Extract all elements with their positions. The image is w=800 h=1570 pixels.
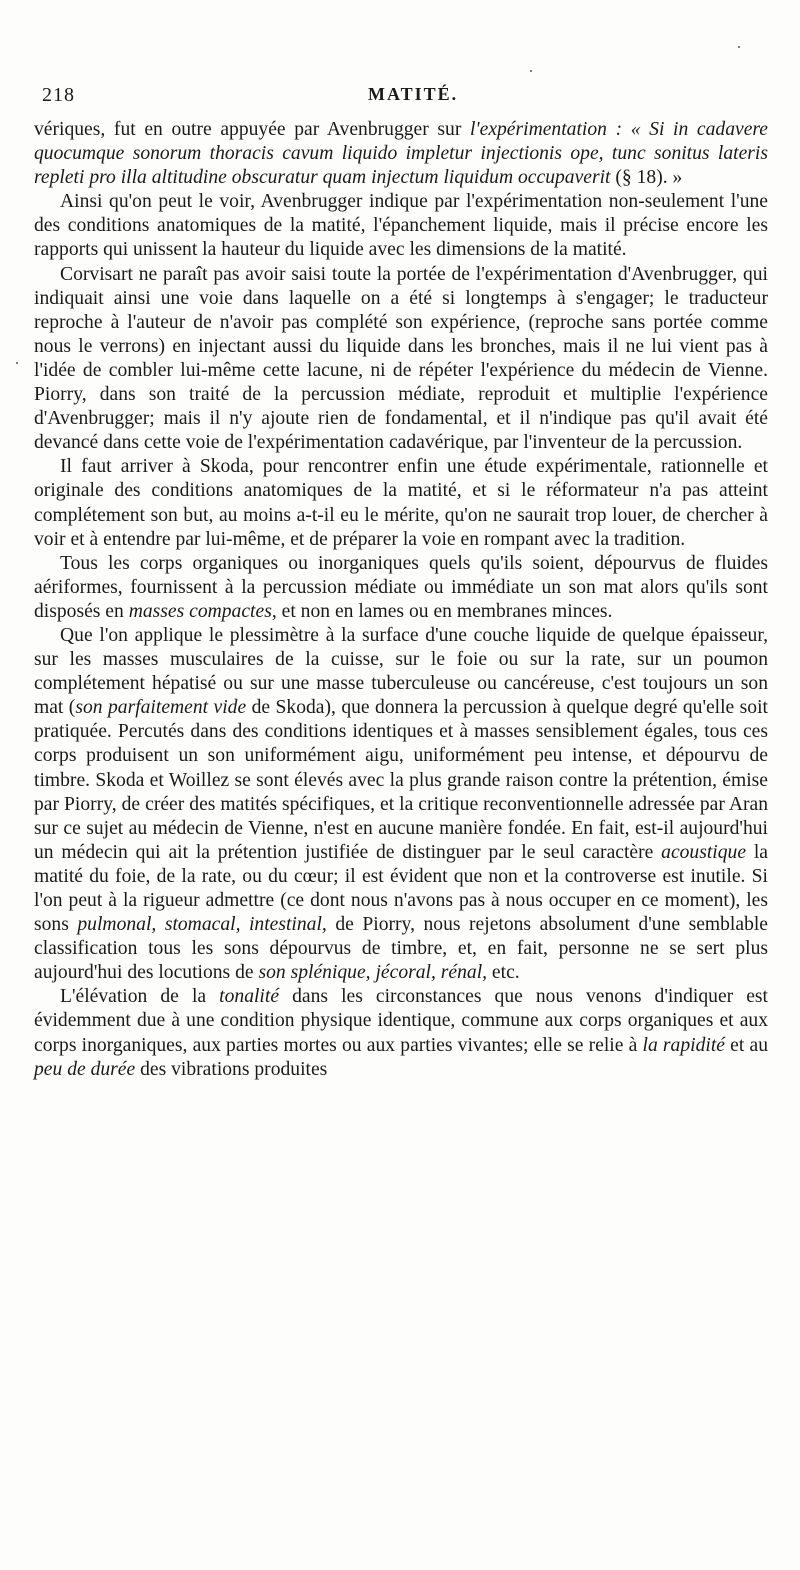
text-run: (§ 18). »: [610, 167, 683, 189]
italic-text: peu de durée: [34, 1058, 136, 1080]
body-text: [34, 118, 768, 1082]
text-run: etc.: [487, 962, 520, 984]
scan-speck: [530, 70, 532, 72]
paragraph: [34, 118, 768, 190]
text-run: et au: [724, 1034, 769, 1056]
italic-text: pulmonal, stomacal, intestinal,: [77, 914, 327, 936]
italic-text: la rapidité: [642, 1034, 725, 1056]
text-run: Que l'on applique le plessimètre à la surface d'une couche liquide de quelque épaisseur, sur les masses musculaires de la cuisse, sur le foie ou sur la rate, sur un poumon complétement hépatisé ou sur une masse tuberculeuse ou cancéreuse, c'est toujours un son mat (: [34, 624, 768, 719]
italic-text: tonalité: [219, 986, 280, 1008]
italic-text: son splénique, jécoral, rénal,: [258, 962, 488, 984]
text-run: L'élévation de la: [60, 986, 220, 1008]
italic-text: l'expérimentation : « Si in cadavere quocumque sonorum thoracis cavum liquido impletur injectionis ope, tunc sonitus lateris repleti pro illa altitudine obscuratur quam injectum liquidum occupaverit: [34, 119, 769, 189]
paragraph: [34, 190, 768, 262]
running-title: MATITÉ.: [368, 84, 459, 104]
paragraph: [34, 455, 768, 551]
text-run: , et non en lames ou en membranes minces.: [271, 600, 613, 622]
text-run: la matité du foie, de la rate, ou du cœur; il est évident que non et la controverse est inutile. Si l'on peut à la rigueur admettre (ce dont nous n'avons pas à nous occuper en ce moment), les sons: [34, 841, 768, 936]
paragraph: [34, 624, 768, 985]
page-number: 218: [42, 84, 75, 106]
italic-text: masses compactes: [128, 600, 272, 622]
text-run: Tous les corps organiques ou inorganiques quels qu'ils soient, dépourvus de fluides aériformes, fournissent à la percussion médiate ou immédiate un son mat alors qu'ils sont disposés en: [34, 552, 768, 622]
paragraph: [34, 985, 768, 1081]
text-run: Corvisart ne paraît pas avoir saisi toute la portée de l'expérimentation d'Avenbrugger, qui indiquait ainsi une voie dans laquelle on a été si longtemps à s'engager; le traducteur reproche à l'auteur de n'avoir pas complété son expérience, (reproche sans portée comme nous le verrons) en injectant aussi du liquide dans les bronches, mais il ne lui vient pas à l'idée de combler lui-même cette lacune, ni de répéter l'expérience du médecin de Vienne. Piorry, dans son traité de la percussion médiate, reproduit et multiplie l'expérience d'Avenbrugger; mais il n'y ajoute rien de fondamental, et il n'indique pas qu'il avait été devancé dans cette voie de l'expérimentation cadavérique, par l'inventeur de la percussion.: [34, 263, 768, 454]
page-header: [42, 84, 768, 110]
scan-speck: [738, 46, 740, 48]
italic-text: son parfaitement vide: [75, 697, 247, 719]
paragraph: [34, 263, 768, 456]
italic-text: acoustique: [661, 841, 747, 863]
scan-speck: [16, 362, 18, 364]
text-run: dans les circonstances que nous venons d'indiquer est évidemment due à une condition physique identique, commune aux corps organiques et aux corps inorganiques, aux parties mortes ou aux parties vivantes; elle se relie à: [34, 986, 768, 1056]
paragraph: [34, 552, 768, 624]
text-run: Ainsi qu'on peut le voir, Avenbrugger indique par l'expérimentation non-seulement l'une des conditions anatomiques de la matité, l'épanchement liquide, mais il précise encore les rapports qui unissent la hauteur du liquide avec les dimensions de la matité.: [34, 191, 768, 261]
text-run: de Piorry, nous rejetons absolument d'une semblable classification tous les sons dépourvus de timbre, et, en fait, personne ne se sert plus aujourd'hui des locutions de: [34, 914, 769, 984]
text-run: Il faut arriver à Skoda, pour rencontrer enfin une étude expérimentale, rationnelle et originale des conditions anatomiques de la matité, et si le réformateur n'a pas atteint complétement son but, au moins a-t-il eu le mérite, qu'on ne saurait trop louer, de chercher à voir et à entendre par lui-même, et de préparer la voie en rompant avec la tradition.: [34, 456, 768, 550]
text-run: vériques, fut en outre appuyée par Avenbrugger sur: [34, 119, 470, 140]
text-run: de Skoda), que donnera la percussion à quelque degré qu'elle soit pratiquée. Percutés dans des conditions identiques et à masses sensiblement égales, tous ces corps produisent un son uniformément aigu, uniformément peu intense, et dépourvu de timbre. Skoda et Woillez se sont élevés avec la plus grande raison contre la prétention, émise par Piorry, de créer des matités spécifiques, et la critique reconventionnelle adressée par Aran sur ce sujet au médecin de Vienne, n'est en aucune manière fondée. En fait, est-il aujourd'hui un médecin qui ait la prétention justifiée de distinguer par le seul caractère: [34, 697, 768, 863]
text-run: des vibrations produites: [135, 1058, 328, 1080]
